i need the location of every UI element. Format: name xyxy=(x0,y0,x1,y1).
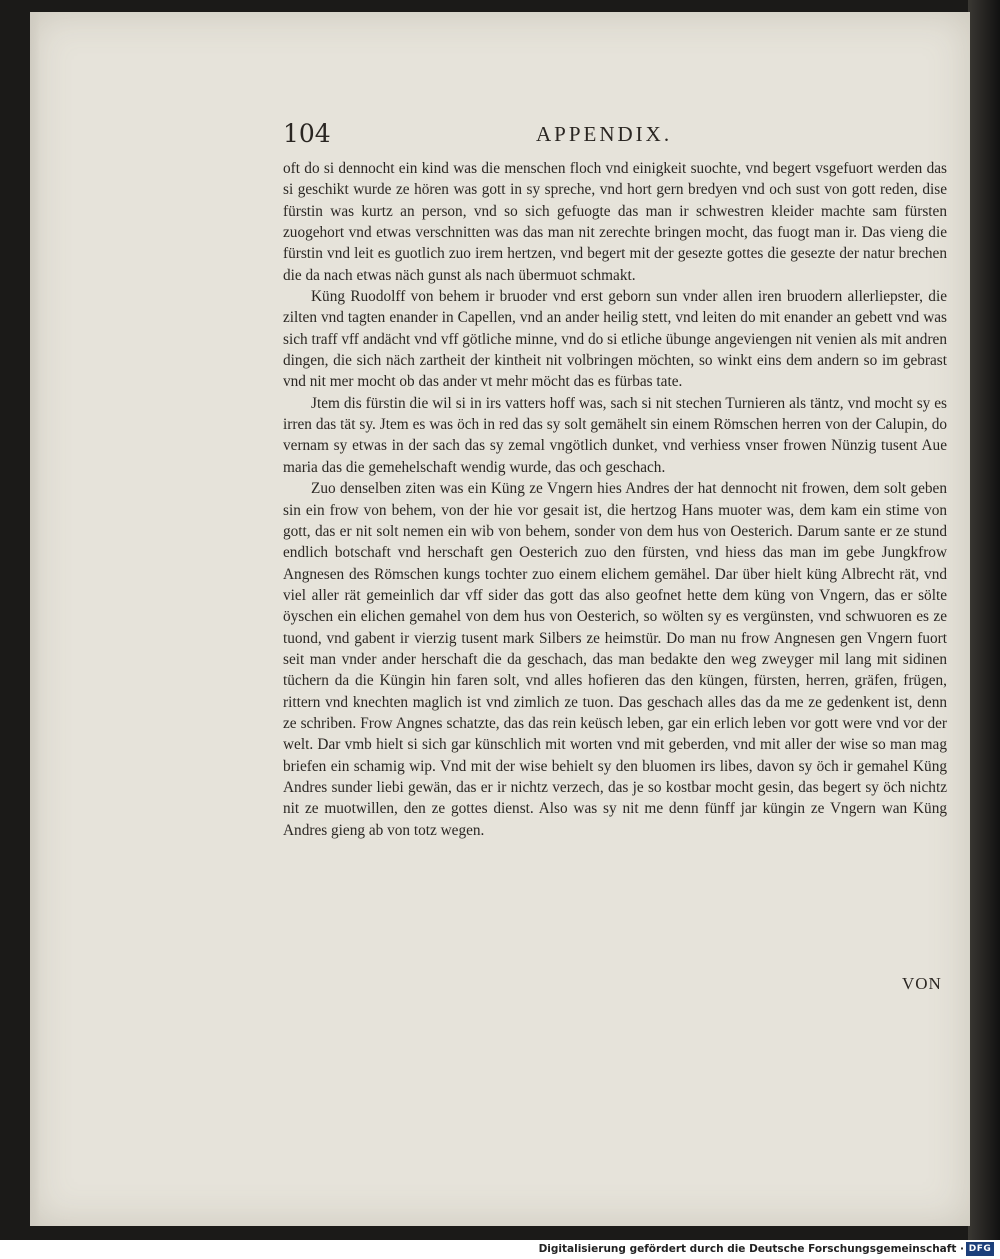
running-head: APPENDIX. xyxy=(536,122,673,146)
paragraph-2: Küng Ruodolff von behem ir bruoder vnd erst geborn sun vnder allen iren bruodern allerliepster, die zilten vnd tagten enander in Capellen, vnd an ander heilig stett, vnd leiten do mit enander an gebett vnd was sich traff vff andächt vnd vff götliche minne, vnd do si etliche übunge angeviengen nit venien als mit andren dingen, die sich näch zartheit der kintheit nit volbringen möchten, so winkt eins dem andern so im gebrast vnd nit mer mocht ob das ander vt mehr möcht das es fürbas tate. xyxy=(283,288,947,391)
catchword: VON xyxy=(902,974,942,993)
body-text xyxy=(283,158,947,841)
paragraph-4: Zuo denselben ziten was ein Küng ze Vngern hies Andres der hat dennocht nit frowen, dem solt geben sin ein frow von behem, von der hie vor gesait ist, die hertzog Hans muoter was, dem kam ein stime von gott, das er nit solt nemen ein wib von behem, sonder von dem hus von Oesterich. Darum sante er ze stund endlich botschaft vnd herschaft gen Oesterich zuo den fürsten, vnd hiess das man im gebe Jungkfrow Angnesen des Römschen kungs tochter zuo einem elichem gemähel. Dar über hielt küng Albrecht rät, vnd viel aller rät gemeinlich dar vff sider das gott das also geofnet hette dem küng von Vngern, das er sölte öyschen ein elichen gemahel von dem hus von Oesterich, so wölten sy es vergünsten, vnd schwuoren es ze tuond, vnd gabent ir vierzig tusent mark Silbers ze heimstür. Do man nu frow Angnesen gen Vngern fuort seit man vnder ander herschaft die da geschach, das man bedakte den weg zweyger mil lang mit sidinen tüchern da die Küngin hin faren solt, vnd alles hofieren das den küngen, fürsten, herren, gräfen, frügen, rittern vnd knechten maglich ist vnd zimlich ze tuon. Das geschach alles das da me ze gedenkent ist, denn ze schriben. Frow Angnes schatzte, das das rein keüsch leben, gar ein erlich leben vor gott were vnd vor der welt. Dar vmb hielt si sich gar künschlich mit worten vnd mit geberden, vnd mit aller der wise so man mag briefen ein schamig wip. Vnd mit der wise behielt sy den bluomen irs libes, davon sy öch ir gemahel Küng Andres sunder liebi gewän, das er ir nichtz verzech, das je so kostbar mocht gesin, das begert sy öch nichtz nit ze muotwillen, den ze gottes dienst. Also was sy nit me denn fünff jar küngin ze Vngern wan Küng Andres gieng ab von totz wegen. xyxy=(283,480,947,839)
book-spine-edge xyxy=(968,0,1000,1240)
dfg-logo: DFG xyxy=(966,1242,994,1256)
digitization-credit: Digitalisierung gefördert durch die Deutsche Forschungsgemeinschaft · xyxy=(538,1243,964,1255)
page-number: 104 xyxy=(283,119,331,148)
paragraph-1: oft do si dennocht ein kind was die menschen floch vnd einigkeit suochte, vnd begert vsgefuort werden das si geschikt wurde ze hören was gott in sy spreche, vnd hort gern bredyen vnd och sust von gott reden, dise fürstin was kurtz an person, vnd so sich gefuogte das man ir schwestren kleider machte sam fürsten zuogehort vnd etwas verschnitten was das man nit zerechte bringen mocht, das fuogt man ir. Das vieng die fürstin vnd leit es guotlich zuo irem hertzen, vnd begert mit der gesezte gottes die gesezte der natur brechen die da nach etwas näch gunst als nach übermuot schmakt. xyxy=(283,160,947,284)
paragraph-3: Jtem dis fürstin die wil si in irs vatters hoff was, sach si nit stechen Turnieren als täntz, vnd mocht sy es irren das tät sy. Jtem es was öch in red das sy solt gemähelt sin einem Römschen herren von der Calupin, do vernam sy etwas in der sach das sy zemal vngötlich dunket, vnd verhiess vnser frowen Nünzig tusent Aue maria das die gemehelschaft wendig wurde, das och geschach. xyxy=(283,394,947,476)
page-shadow xyxy=(30,12,40,1226)
page-header xyxy=(283,119,943,153)
